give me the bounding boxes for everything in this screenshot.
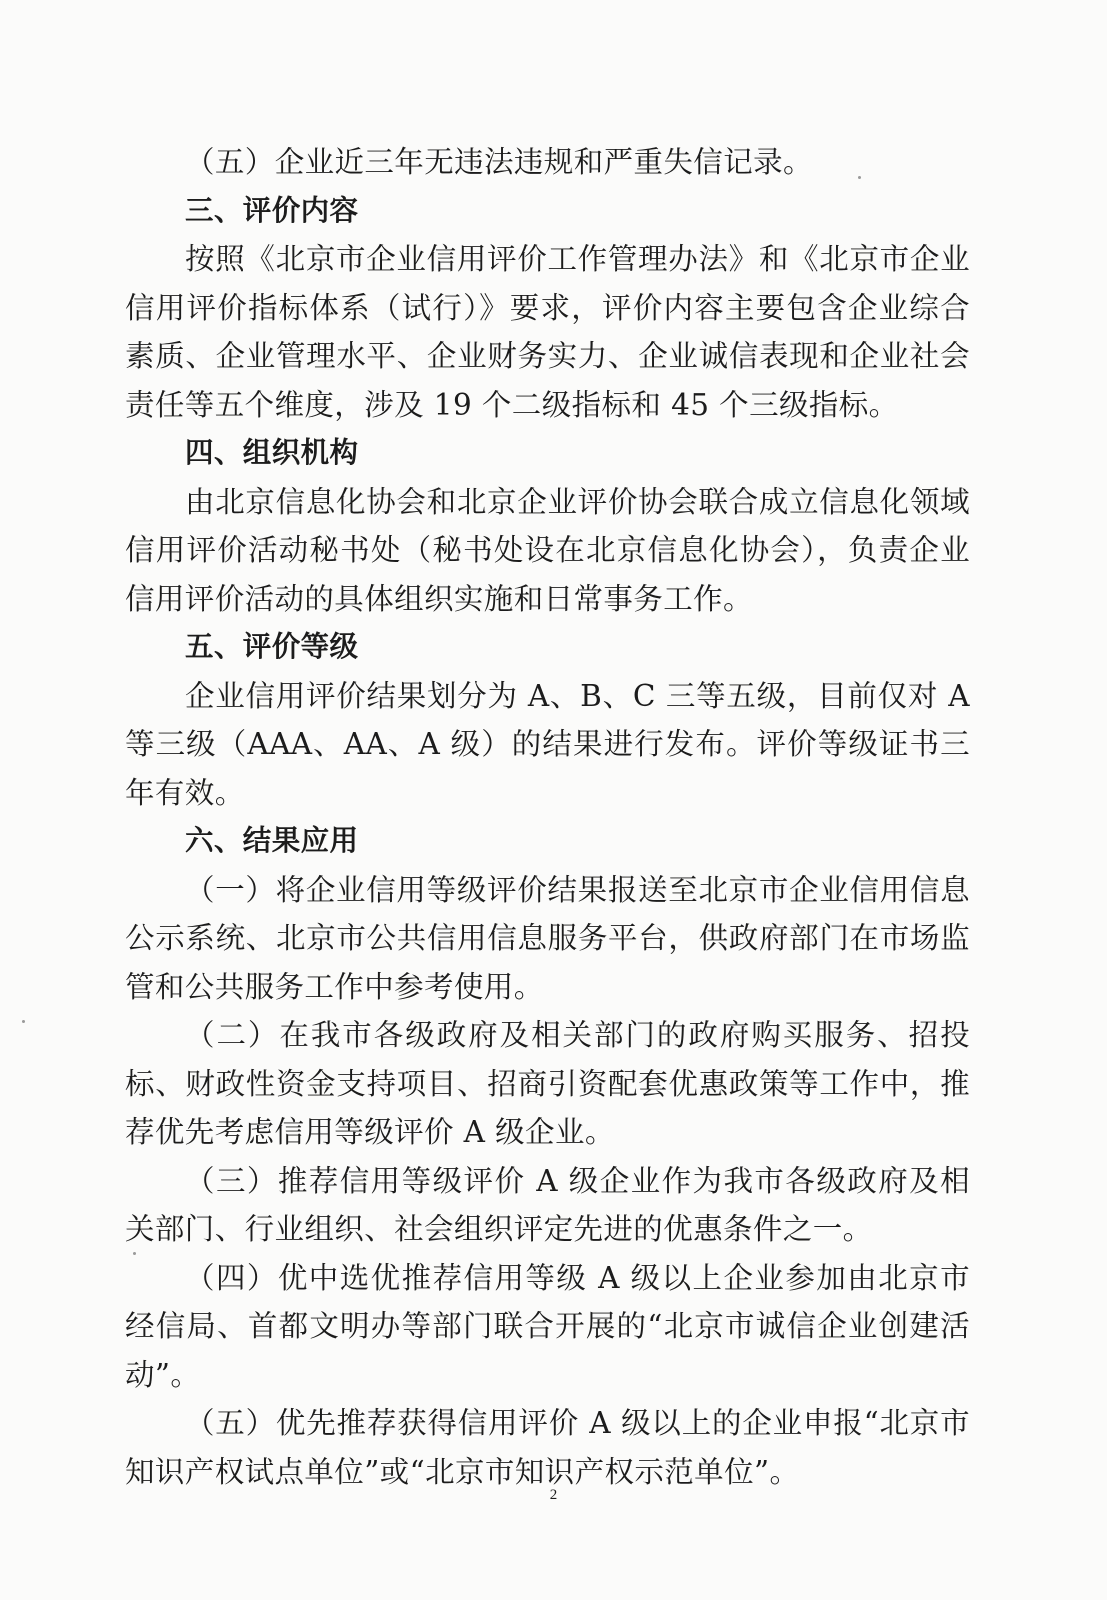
paragraph-application-3: （三）推荐信用等级评价 A 级企业作为我市各级政府及相关部门、行业组织、社会组织评定先进的优惠条件之一。 [125,1163,970,1246]
page-number: 2 [549,1487,558,1503]
paragraph-application-5: （五）优先推荐获得信用评价 A 级以上的企业申报“北京市知识产权试点单位”或“北京市知识产权示范单位”。 [125,1406,970,1489]
paragraph-organization: 由北京信息化协会和北京企业评价协会联合成立信息化领域信用评价活动秘书处（秘书处设在北京信息化协会），负责企业信用评价活动的具体组织实施和日常事务工作。 [125,484,970,616]
heading-result-application: 六、结果应用 [185,824,359,857]
heading-evaluation-grades: 五、评价等级 [185,630,359,663]
paragraph-application-2: （二）在我市各级政府及相关部门的政府购买服务、招投标、财政性资金支持项目、招商引资配套优惠政策等工作中，推荐优先考虑信用等级评价 A 级企业。 [125,1018,970,1149]
paragraph-criterion-5: （五）企业近三年无违法违规和严重失信记录。 [185,145,813,179]
paragraph-application-1: （一）将企业信用等级评价结果报送至北京市企业信用信息公示系统、北京市公共信用信息服务平台，供政府部门在市场监管和公共服务工作中参考使用。 [125,872,970,1004]
scan-speck [858,176,861,179]
paragraph-evaluation-content: 按照《北京市企业信用评价工作管理办法》和《北京市企业信用评价指标体系（试行）》要求，评价内容主要包含企业综合素质、企业管理水平、企业财务实力、企业诚信表现和企业社会责任等五个维度，涉及 19 个二级指标和 45 个三级指标。 [125,242,970,422]
scan-speck [133,1252,136,1255]
paragraph-evaluation-grades: 企业信用评价结果划分为 A、B、C 三等五级，目前仅对 A 等三级（AAA、AA、A 级）的结果进行发布。评价等级证书三年有效。 [125,678,970,810]
document-body [125,138,970,1496]
heading-evaluation-content: 三、评价内容 [185,193,359,227]
scan-speck [22,1020,25,1023]
heading-organization: 四、组织机构 [185,436,359,469]
paragraph-application-4: （四）优中选优推荐信用等级 A 级以上企业参加由北京市经信局、首都文明办等部门联合开展的“北京市诚信企业创建活动”。 [125,1260,970,1392]
